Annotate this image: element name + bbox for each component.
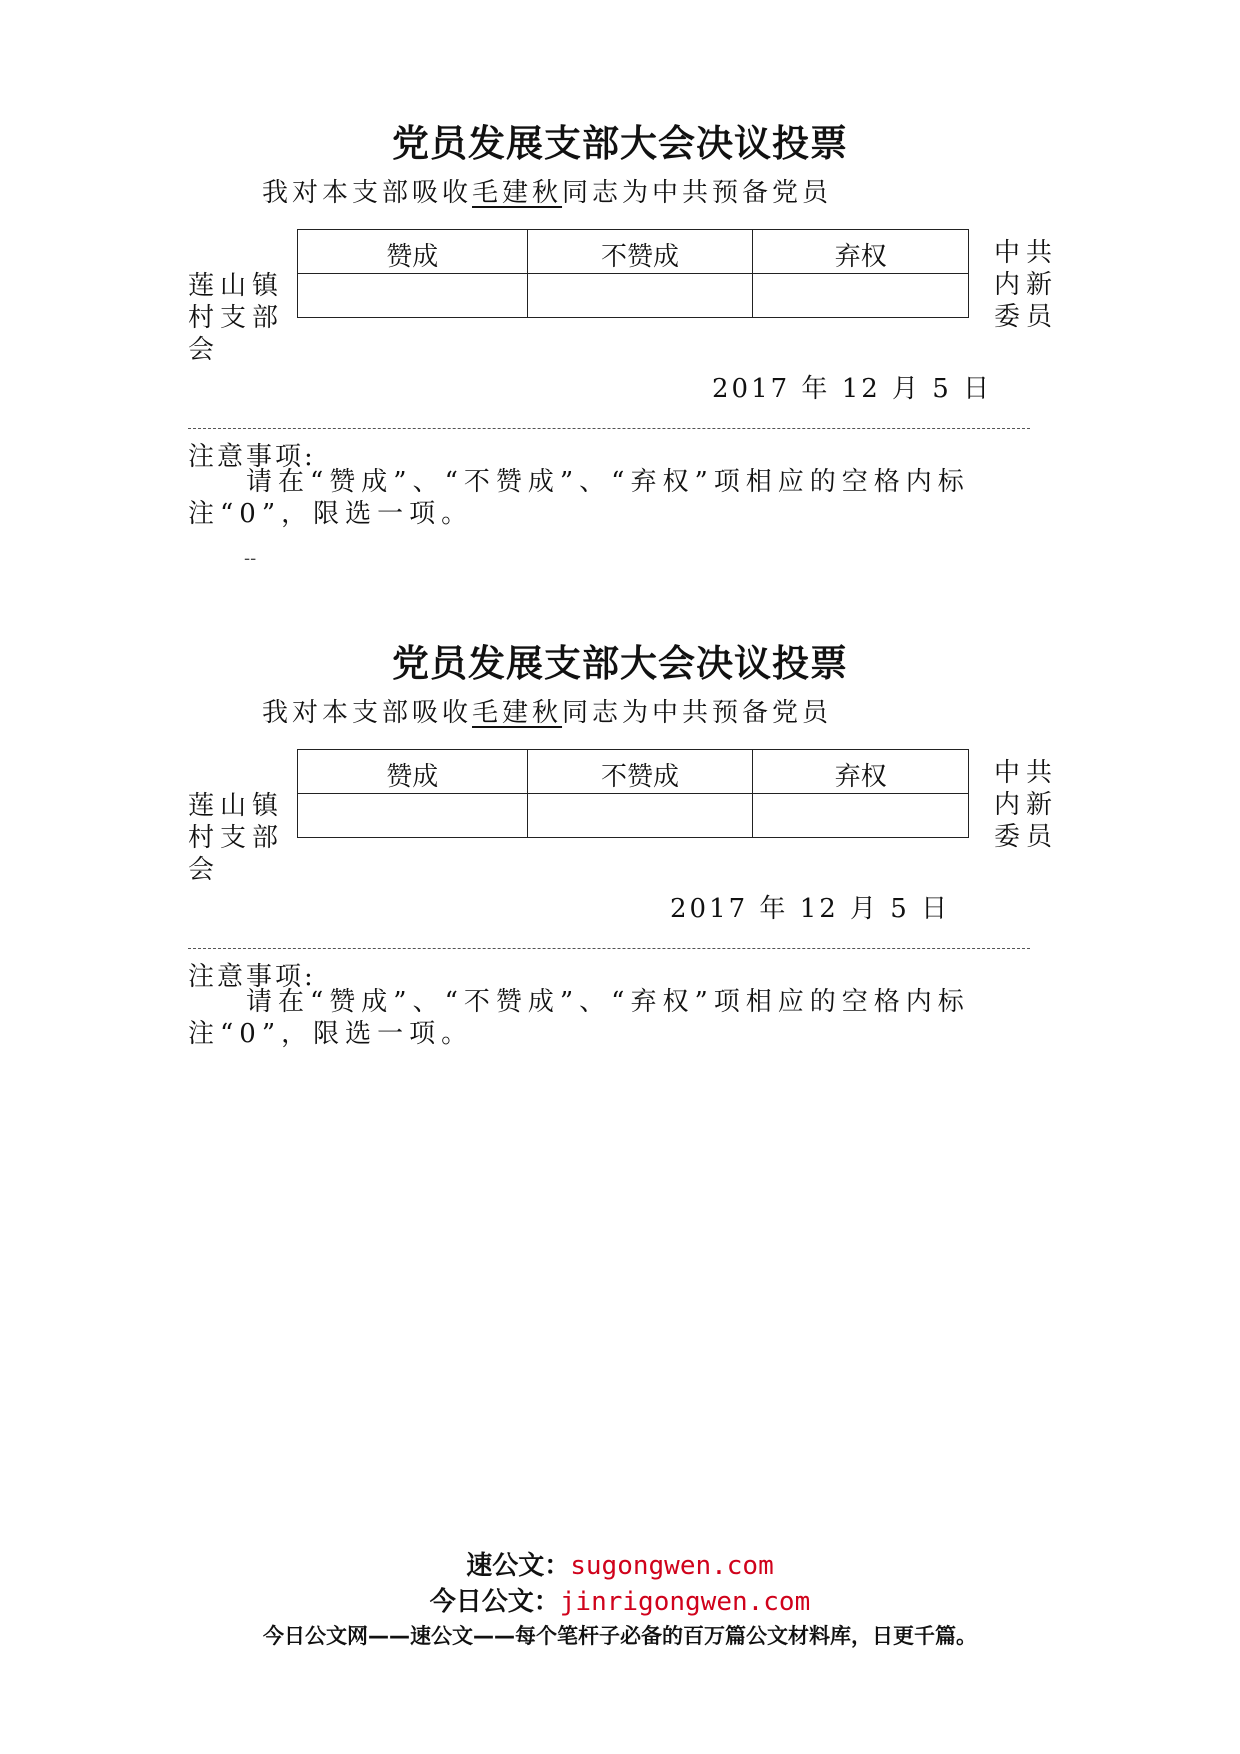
vote-header-row (298, 750, 969, 794)
footer-link-sugongwen[interactable]: sugongwen.com (570, 1551, 774, 1581)
candidate-name: 毛建秋 (472, 698, 563, 728)
footer-line-2 (0, 1581, 1240, 1618)
page-mark: -- (244, 548, 257, 569)
vote-header-row (298, 230, 969, 274)
candidate-name: 毛建秋 (472, 178, 563, 208)
intro-prefix: 我对本支部吸收 (262, 698, 473, 728)
approve-cell[interactable] (298, 274, 528, 318)
notice-title: 注意事项: (188, 442, 316, 472)
abstain-cell[interactable] (753, 794, 969, 838)
footer-link-jinrigongwen[interactable]: jinrigongwen.com (559, 1587, 811, 1617)
column-abstain: 弃权 (753, 230, 969, 274)
footer-line-1 (0, 1545, 1240, 1582)
footer-label-2: 今日公文： (429, 1587, 560, 1617)
vote-mark-row (298, 794, 969, 838)
cut-line (188, 948, 1030, 949)
column-approve: 赞成 (298, 230, 528, 274)
disapprove-cell[interactable] (527, 794, 753, 838)
ballot-intro (262, 692, 832, 729)
committee-label: 中共内新委员 (994, 238, 1059, 332)
notice-title: 注意事项: (188, 962, 316, 992)
notice-body: 请在“赞成”、“不赞成”、“弃权”项相应的空格内标注“0”，限选一项。 (188, 467, 970, 529)
ballot-title: 党员发展支部大会决议投票 (392, 121, 848, 165)
column-disapprove: 不赞成 (527, 230, 753, 274)
vote-table (297, 749, 969, 838)
footer-label-1: 速公文： (466, 1551, 571, 1581)
intro-suffix: 同志为中共预备党员 (562, 698, 833, 728)
ballot-intro (262, 172, 832, 209)
abstain-cell[interactable] (753, 274, 969, 318)
vote-mark-row (298, 274, 969, 318)
ballot-title: 党员发展支部大会决议投票 (392, 641, 848, 685)
notice-body: 请在“赞成”、“不赞成”、“弃权”项相应的空格内标注“0”，限选一项。 (188, 987, 970, 1049)
disapprove-cell[interactable] (527, 274, 753, 318)
ballot-2 (0, 520, 1240, 1049)
approve-cell[interactable] (298, 794, 528, 838)
ballot-date: 2017 年 12 月 5 日 (712, 374, 993, 404)
column-abstain: 弃权 (753, 750, 969, 794)
committee-label: 中共内新委员 (994, 758, 1059, 852)
column-approve: 赞成 (298, 750, 528, 794)
vote-table (297, 229, 969, 318)
intro-suffix: 同志为中共预备党员 (562, 178, 833, 208)
branch-label: 莲山镇村支部会 (188, 271, 285, 365)
ballot-1 (0, 0, 1240, 569)
footer-slogan: 今日公文网——速公文——每个笔杆子必备的百万篇公文材料库，日更千篇。 (263, 1624, 977, 1648)
ballot-date: 2017 年 12 月 5 日 (670, 894, 951, 924)
branch-label: 莲山镇村支部会 (188, 791, 285, 885)
cut-line (188, 428, 1030, 429)
intro-prefix: 我对本支部吸收 (262, 178, 473, 208)
column-disapprove: 不赞成 (527, 750, 753, 794)
